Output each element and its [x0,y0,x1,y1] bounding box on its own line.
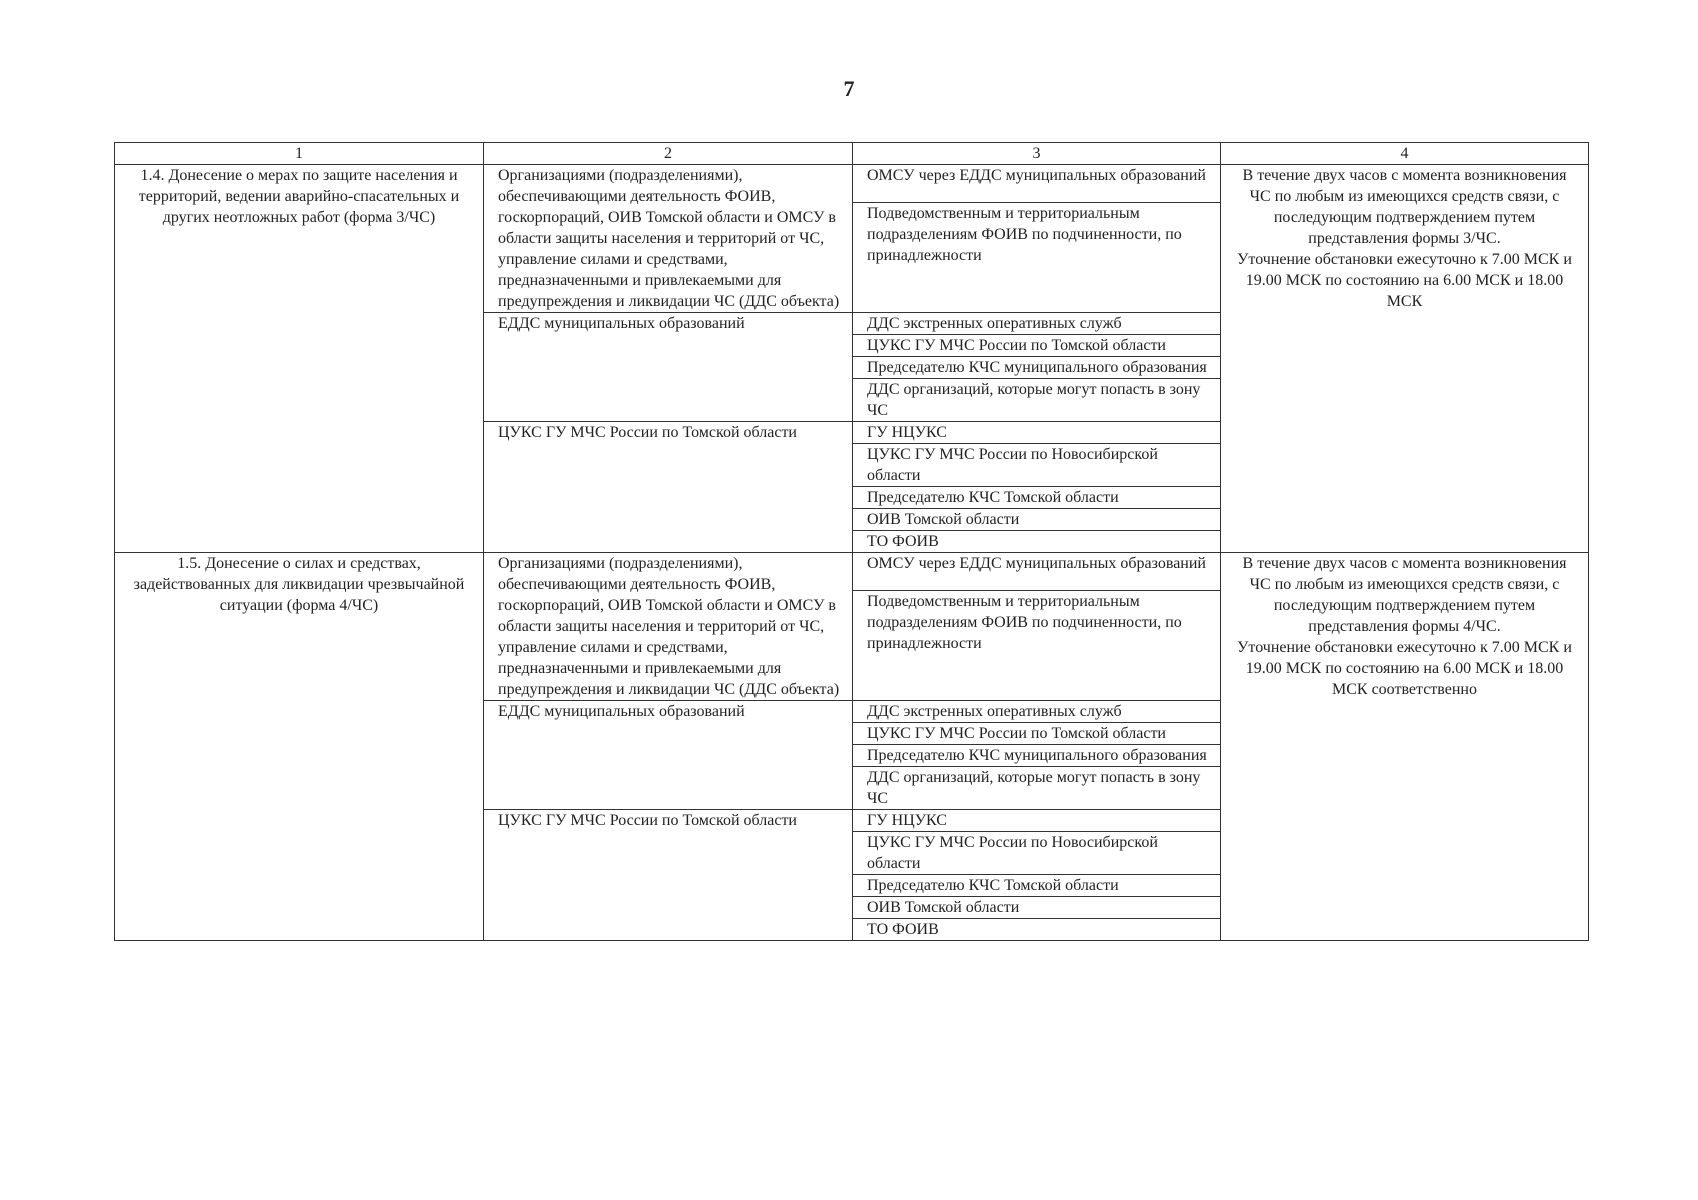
recipient-cell: ЦУКС ГУ МЧС России по Новосибирской области [853,832,1221,875]
report-type-cell: 1.4. Донесение о мерах по защите населения и территорий, ведении аварийно-спасательных и других неотложных работ (форма 3/ЧС) [115,165,484,553]
recipient-cell: Подведомственным и территориальным подразделениям ФОИВ по подчиненности, по принадлежности [853,202,1221,312]
recipient-cell: ТО ФОИВ [853,919,1221,941]
sender-cell: Организациями (подразделениями), обеспечивающими деятельность ФОИВ, госкорпораций, ОИВ Томской области и ОМСУ в области защиты населения и территорий от ЧС, управление силами и средствами, предназначенными и привлекаемыми для предупреждения и ликвидации ЧС (ДДС объекта) [484,165,853,313]
recipient-cell: Председателю КЧС муниципального образования [853,745,1221,767]
recipient-cell: ЦУКС ГУ МЧС России по Новосибирской области [853,444,1221,487]
column-number-4: 4 [1221,143,1589,165]
column-number-2: 2 [484,143,853,165]
recipient-cell: ОМСУ через ЕДДС муниципальных образований [853,165,1221,203]
sender-cell: ЦУКС ГУ МЧС России по Томской области [484,422,853,553]
notification-table [114,142,1589,941]
recipient-cell: ДДС экстренных оперативных служб [853,701,1221,723]
column-number-3: 3 [853,143,1221,165]
recipient-cell: Председателю КЧС Томской области [853,487,1221,509]
recipient-cell: Председателю КЧС муниципального образования [853,357,1221,379]
recipient-cell: ОИВ Томской области [853,509,1221,531]
recipient-cell: ОИВ Томской области [853,897,1221,919]
recipient-row [115,553,1589,591]
column-number-1: 1 [115,143,484,165]
recipient-row [115,165,1589,203]
recipient-cell: Подведомственным и территориальным подразделениям ФОИВ по подчиненности, по принадлежности [853,590,1221,700]
recipient-cell: ДДС организаций, которые могут попасть в зону ЧС [853,379,1221,422]
sender-cell: ЕДДС муниципальных образований [484,701,853,810]
table-body [115,143,1589,941]
recipient-cell: ГУ НЦУКС [853,810,1221,832]
recipient-cell: ЦУКС ГУ МЧС России по Томской области [853,335,1221,357]
sender-cell: ЕДДС муниципальных образований [484,313,853,422]
timing-cell: В течение двух часов с момента возникновения ЧС по любым из имеющихся средств связи, с последующим подтверждением путем представления формы 3/ЧС. Уточнение обстановки ежесуточно к 7.00 МСК и 19.00 МСК по состоянию на 6.00 МСК и 18.00 МСК [1221,165,1589,553]
sender-cell: Организациями (подразделениями), обеспечивающими деятельность ФОИВ, госкорпораций, ОИВ Томской области и ОМСУ в области защиты населения и территорий от ЧС, управление силами и средствами, предназначенными и привлекаемыми для предупреждения и ликвидации ЧС (ДДС объекта) [484,553,853,701]
page-number: 7 [843,76,855,101]
recipient-cell: ТО ФОИВ [853,531,1221,553]
recipient-cell: ДДС экстренных оперативных служб [853,313,1221,335]
recipient-cell: ЦУКС ГУ МЧС России по Томской области [853,723,1221,745]
recipient-cell: ДДС организаций, которые могут попасть в зону ЧС [853,767,1221,810]
recipient-cell: ОМСУ через ЕДДС муниципальных образований [853,553,1221,591]
report-type-cell: 1.5. Донесение о силах и средствах, задействованных для ликвидации чрезвычайной ситуации (форма 4/ЧС) [115,553,484,941]
column-number-row [115,143,1589,165]
timing-cell: В течение двух часов с момента возникновения ЧС по любым из имеющихся средств связи, с последующим подтверждением путем представления формы 4/ЧС. Уточнение обстановки ежесуточно к 7.00 МСК и 19.00 МСК по состоянию на 6.00 МСК и 18.00 МСК соответственно [1221,553,1589,941]
recipient-cell: ГУ НЦУКС [853,422,1221,444]
sender-cell: ЦУКС ГУ МЧС России по Томской области [484,810,853,941]
recipient-cell: Председателю КЧС Томской области [853,875,1221,897]
